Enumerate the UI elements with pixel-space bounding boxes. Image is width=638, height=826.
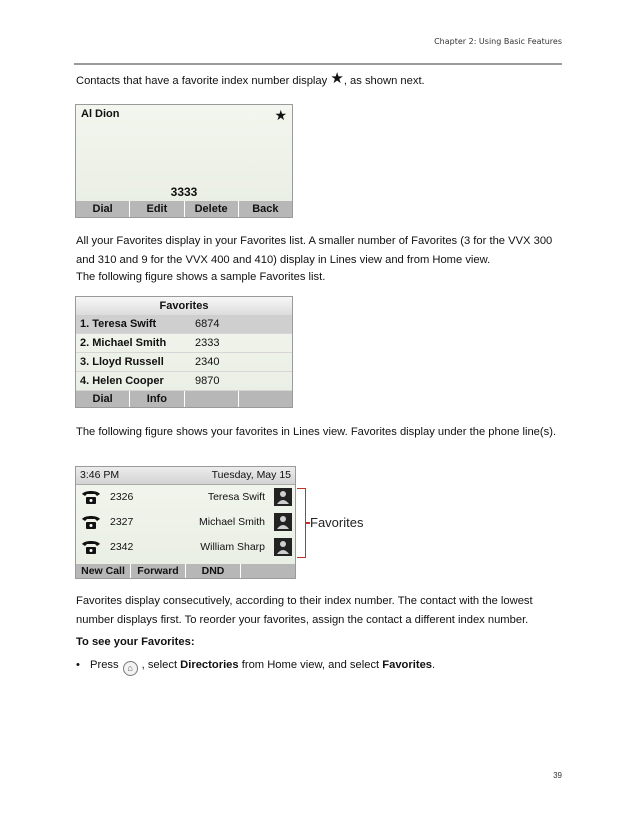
person-icon — [274, 513, 292, 531]
status-bar — [76, 467, 295, 485]
favorite-name: 2. Michael Smith — [80, 337, 167, 349]
running-header: Chapter 2: Using Basic Features — [434, 37, 562, 46]
favorite-name: 1. Teresa Swift — [80, 318, 157, 330]
line-row[interactable] — [76, 510, 295, 534]
header-rule — [74, 63, 562, 65]
intro-paragraph — [76, 72, 562, 91]
softkey-bar — [76, 391, 292, 407]
favorite-number: 2340 — [195, 356, 220, 368]
procedure-step — [76, 656, 435, 676]
favorite-name: 4. Helen Cooper — [80, 375, 164, 387]
step-directories: Directories — [180, 659, 239, 671]
softkey-bar — [76, 201, 292, 217]
softkey-empty — [241, 564, 295, 578]
line-extension: 2326 — [110, 491, 134, 503]
phone-icon — [80, 514, 102, 530]
list-item[interactable] — [76, 353, 292, 372]
phone-icon — [80, 489, 102, 505]
home-key-icon: ⌂ — [123, 661, 138, 676]
list-item[interactable] — [76, 315, 292, 334]
intro-text-end: , as shown next. — [343, 75, 425, 87]
softkey-empty — [239, 391, 292, 407]
softkey-back[interactable]: Back — [252, 203, 279, 215]
step-favorites: Favorites — [382, 659, 433, 671]
favorite-number: 6874 — [195, 318, 220, 330]
step-text: , select — [141, 659, 178, 671]
softkey-dial[interactable]: Dial — [76, 201, 130, 217]
favorite-contact: Michael Smith — [199, 516, 265, 528]
softkey-forward[interactable]: Forward — [131, 564, 186, 578]
star-icon: ★ — [274, 107, 287, 123]
softkey-dnd[interactable]: DND — [186, 564, 241, 578]
person-icon — [274, 488, 292, 506]
line-row[interactable] — [76, 535, 295, 559]
favorite-name: 3. Lloyd Russell — [80, 356, 164, 368]
bullet-dot: • — [76, 659, 80, 671]
lines-screen — [75, 466, 296, 579]
step-text: . — [432, 659, 436, 671]
favorite-contact: William Sharp — [200, 541, 265, 553]
paragraph-sample-list: The following figure shows a sample Favorites list. — [76, 271, 326, 283]
paragraph-ordering: Favorites display consecutively, according to their index number. The contact with the lowest number displays first. To reorder your favorites, assign the contact a different index number. — [76, 595, 533, 626]
contact-name: Al Dion — [81, 108, 120, 120]
list-item[interactable] — [76, 334, 292, 353]
favorites-title: Favorites — [76, 297, 292, 315]
paragraph-favorites-list: All your Favorites display in your Favorites list. A smaller number of Favorites (3 for the VVX 300 and 310 and 9 for the VVX 400 and 410) display in Lines view and from Home view. — [76, 235, 553, 266]
intro-text: Contacts that have a favorite index number display — [76, 75, 328, 87]
softkey-bar — [76, 564, 295, 578]
clock-date: Tuesday, May 15 — [211, 469, 291, 481]
star-icon: ★ — [330, 70, 344, 87]
line-extension: 2342 — [110, 541, 134, 553]
favorite-number: 2333 — [195, 337, 220, 349]
line-extension: 2327 — [110, 516, 134, 528]
softkey-info[interactable]: Info — [130, 391, 184, 407]
contact-screen — [75, 104, 293, 218]
contact-number: 3333 — [170, 185, 198, 199]
line-row[interactable] — [76, 485, 295, 509]
step-text: Press — [90, 659, 119, 671]
paragraph-lines-view: The following figure shows your favorites in Lines view. Favorites display under the phone line(s). — [76, 426, 557, 438]
favorite-number: 9870 — [195, 375, 220, 387]
step-text: from Home view, and select — [241, 659, 380, 671]
favorite-contact: Teresa Swift — [207, 491, 265, 503]
softkey-delete[interactable]: Delete — [185, 201, 239, 217]
person-icon — [274, 538, 292, 556]
favorites-screen — [75, 296, 293, 408]
clock-time: 3:46 PM — [80, 469, 120, 481]
softkey-edit[interactable]: Edit — [130, 201, 184, 217]
list-item[interactable] — [76, 372, 292, 391]
favorites-callout: Favorites — [310, 515, 364, 530]
page-number: 39 — [553, 771, 562, 780]
softkey-empty — [185, 391, 239, 407]
softkey-dial[interactable]: Dial — [76, 391, 130, 407]
softkey-new-call[interactable]: New Call — [76, 564, 131, 578]
procedure-heading: To see your Favorites: — [76, 636, 195, 648]
phone-icon — [80, 539, 102, 555]
